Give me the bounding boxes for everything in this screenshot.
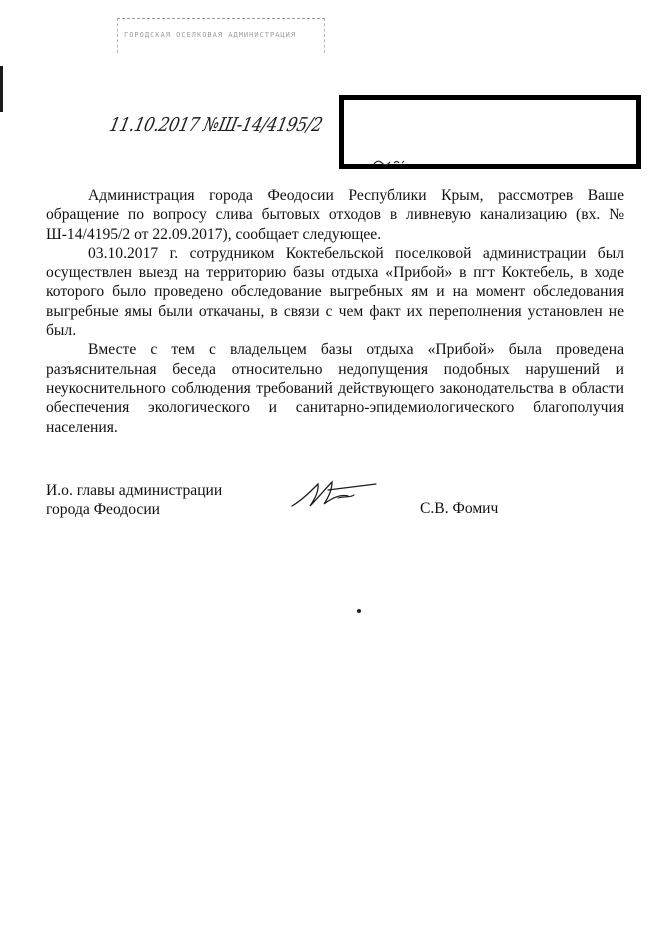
paragraph-inspection: 03.10.2017 г. сотрудником Коктебельской поселковой администрации был осуществлен выезд на территорию базы отдыха «Прибой» в пгт Коктебель, в ходе которого было проведено обследование выгребных ям и на момент обследования выгребные ямы были откачаны, в связи с чем факт их переполнения установлен не был. <box>46 244 624 340</box>
handwritten-signature <box>288 476 380 512</box>
paragraph-conclusion: Вместе с тем с владельцем базы отдыха «Прибой» была проведена разъяснительная беседа относительно недопущения подобных нарушений и неукоснительного соблюдения требований действующего законодательства в области обеспечения экологического и санитарно-эпидемиологического благополучия населения. <box>46 341 624 436</box>
registration-number: 11.10.2017 №Ш-14/4195/2 <box>107 114 325 136</box>
letter-body <box>46 186 624 437</box>
faint-stamp <box>117 18 325 53</box>
handwritten-tail-mark <box>372 158 408 166</box>
scan-edge-mark <box>0 66 3 112</box>
signatory-title-line2: города Феодосии <box>46 501 161 518</box>
signatory-title-line1: И.о. главы администрации <box>46 482 223 499</box>
signatory-title <box>46 481 222 519</box>
scan-speck <box>357 609 361 613</box>
paragraph-intro: Администрация города Феодосии Республики Крым, рассмотрев Ваше обращение по вопросу слива бытовых отходов в ливневую канализацию (вх. № Ш-14/4195/2 от 22.09.2017), сообщает следующее. <box>46 187 624 243</box>
stamp-text: ГОРОДСКАЯ ОСЕЛКОВАЯ АДМИНИСТРАЦИЯ <box>124 31 297 39</box>
signatory-name: С.В. Фомич <box>420 500 499 517</box>
